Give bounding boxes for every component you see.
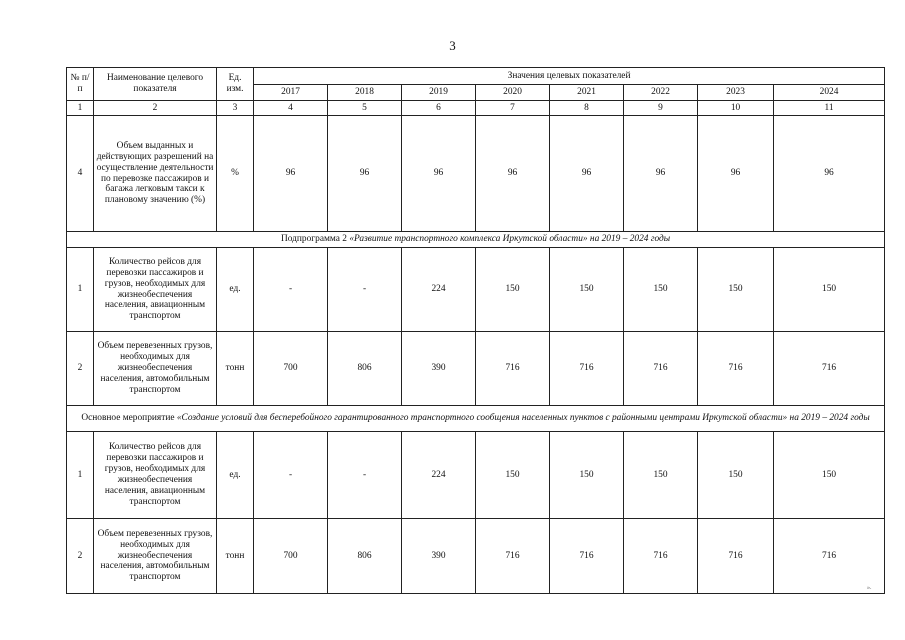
column-number: 1 bbox=[67, 101, 94, 116]
table-row bbox=[67, 116, 885, 232]
column-number: 9 bbox=[624, 101, 698, 116]
value-cell: 716 bbox=[624, 519, 698, 594]
unit-cell: тонн bbox=[217, 332, 254, 406]
value-cell: 716 bbox=[476, 332, 550, 406]
column-number: 10 bbox=[698, 101, 774, 116]
value-cell: 150 bbox=[624, 432, 698, 519]
row-number: 4 bbox=[67, 116, 94, 232]
header-values-group: Значения целевых показателей bbox=[254, 68, 885, 85]
value-cell: 716 bbox=[550, 332, 624, 406]
value-cell: 96 bbox=[402, 116, 476, 232]
value-cell: 390 bbox=[402, 332, 476, 406]
value-cell: 716 bbox=[550, 519, 624, 594]
column-number: 8 bbox=[550, 101, 624, 116]
value-cell: 806 bbox=[328, 332, 402, 406]
indicator-name: Объем выданных и действующих разрешений на осуществление деятельности по перевозке пассажиров и багажа легковым такси к плановому значению (%) bbox=[94, 116, 217, 232]
closing-quote-mark: ». bbox=[867, 585, 872, 591]
value-cell: - bbox=[328, 248, 402, 332]
value-cell: 96 bbox=[328, 116, 402, 232]
value-cell: 150 bbox=[698, 432, 774, 519]
value-cell: 224 bbox=[402, 432, 476, 519]
value-cell: 716 bbox=[774, 332, 885, 406]
page-number: 3 bbox=[449, 38, 456, 53]
value-cell: 96 bbox=[476, 116, 550, 232]
column-number: 6 bbox=[402, 101, 476, 116]
value-cell: 96 bbox=[254, 116, 328, 232]
value-cell: 150 bbox=[476, 432, 550, 519]
value-cell: 96 bbox=[698, 116, 774, 232]
value-cell: 716 bbox=[774, 519, 885, 594]
header-year: 2023 bbox=[698, 85, 774, 101]
main-event-heading bbox=[67, 406, 885, 432]
header-num: № п/п bbox=[67, 68, 94, 101]
value-cell: 150 bbox=[774, 248, 885, 332]
value-cell: 150 bbox=[550, 248, 624, 332]
header-name: Наименование целевого показателя bbox=[94, 68, 217, 101]
unit-cell: ед. bbox=[217, 432, 254, 519]
header-unit: Ед. изм. bbox=[217, 68, 254, 101]
table-row bbox=[67, 432, 885, 519]
table-row bbox=[67, 519, 885, 594]
table-row bbox=[67, 332, 885, 406]
value-cell: 96 bbox=[624, 116, 698, 232]
value-cell: 390 bbox=[402, 519, 476, 594]
header-year: 2020 bbox=[476, 85, 550, 101]
header-year: 2018 bbox=[328, 85, 402, 101]
subprogram-prefix: Подпрограмма 2 bbox=[280, 234, 350, 245]
unit-cell: тонн bbox=[217, 519, 254, 594]
row-number: 2 bbox=[67, 332, 94, 406]
indicator-name: Количество рейсов для перевозки пассажиров и грузов, необходимых для жизнеобеспечения населения, авиационным транспортом bbox=[94, 248, 217, 332]
value-cell: 150 bbox=[774, 432, 885, 519]
column-number: 5 bbox=[328, 101, 402, 116]
value-cell: 700 bbox=[254, 332, 328, 406]
unit-cell: % bbox=[217, 116, 254, 232]
row-number: 1 bbox=[67, 432, 94, 519]
value-cell: 150 bbox=[550, 432, 624, 519]
column-number: 2 bbox=[94, 101, 217, 116]
header-year: 2024 bbox=[774, 85, 885, 101]
column-number: 11 bbox=[774, 101, 885, 116]
value-cell: 150 bbox=[476, 248, 550, 332]
subprogram-title: «Развитие транспортного комплекса Иркутской области» на 2019 – 2024 годы bbox=[349, 234, 671, 245]
value-cell: 716 bbox=[698, 332, 774, 406]
value-cell: 96 bbox=[774, 116, 885, 232]
indicator-name: Объем перевезенных грузов, необходимых для жизнеобеспечения населения, автомобильным транспортом bbox=[94, 332, 217, 406]
value-cell: 150 bbox=[624, 248, 698, 332]
column-number: 7 bbox=[476, 101, 550, 116]
value-cell: - bbox=[254, 432, 328, 519]
row-number: 1 bbox=[67, 248, 94, 332]
subprogram-heading bbox=[67, 232, 885, 248]
table-row bbox=[67, 248, 885, 332]
value-cell: 96 bbox=[550, 116, 624, 232]
target-indicators-table bbox=[66, 67, 885, 594]
value-cell: 806 bbox=[328, 519, 402, 594]
main-event-prefix: Основное мероприятие bbox=[81, 413, 177, 424]
main-event-title: «Создание условий для бесперебойного гарантированного транспортного сообщения населенных пунктов с районными центрами Иркутской области» на 2019 – 2024 годы bbox=[176, 413, 870, 424]
value-cell: 716 bbox=[624, 332, 698, 406]
indicator-name: Объем перевезенных грузов, необходимых для жизнеобеспечения населения, автомобильным транспортом bbox=[94, 519, 217, 594]
header-year: 2021 bbox=[550, 85, 624, 101]
value-cell: 224 bbox=[402, 248, 476, 332]
value-cell: - bbox=[254, 248, 328, 332]
value-cell: 150 bbox=[698, 248, 774, 332]
row-number: 2 bbox=[67, 519, 94, 594]
indicator-name: Количество рейсов для перевозки пассажиров и грузов, необходимых для жизнеобеспечения населения, авиационным транспортом bbox=[94, 432, 217, 519]
value-cell: 716 bbox=[698, 519, 774, 594]
header-year: 2022 bbox=[624, 85, 698, 101]
column-number: 4 bbox=[254, 101, 328, 116]
header-year: 2019 bbox=[402, 85, 476, 101]
column-number: 3 bbox=[217, 101, 254, 116]
header-year: 2017 bbox=[254, 85, 328, 101]
value-cell: - bbox=[328, 432, 402, 519]
value-cell: 716 bbox=[476, 519, 550, 594]
value-cell: 700 bbox=[254, 519, 328, 594]
unit-cell: ед. bbox=[217, 248, 254, 332]
